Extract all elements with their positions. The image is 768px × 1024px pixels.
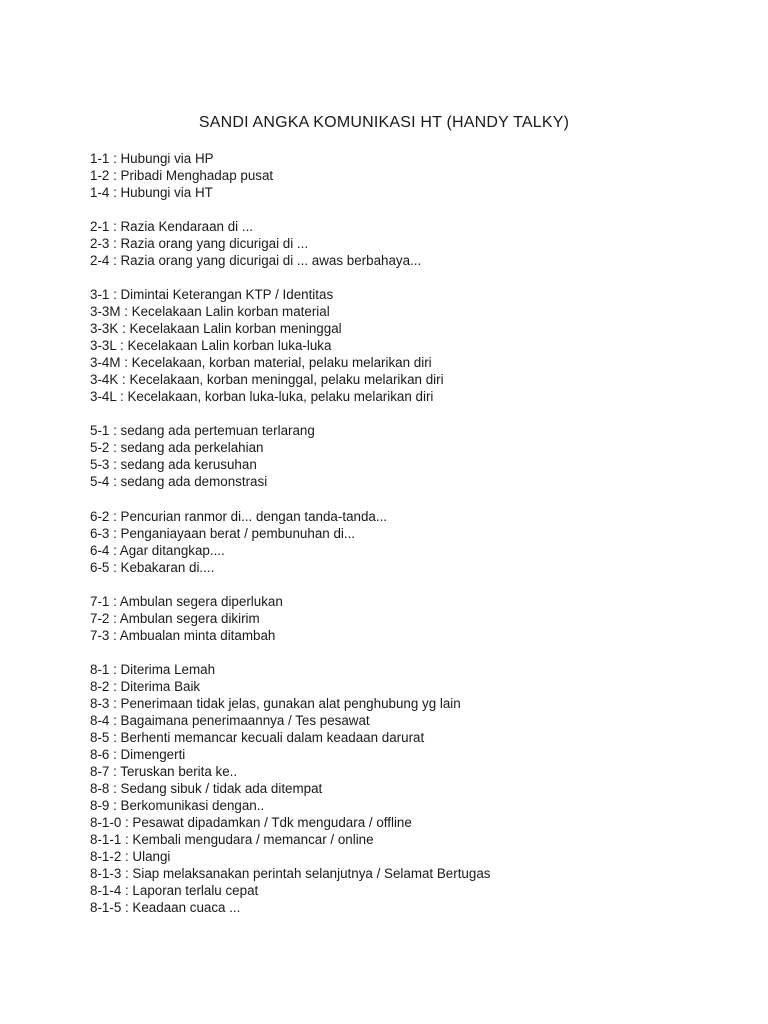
code-entry: 8-1-1 : Kembali mengudara / memancar / online [90, 832, 374, 847]
code-group-5 [90, 422, 315, 490]
code-group-1 [90, 150, 273, 201]
code-entry: 8-1-5 : Keadaan cuaca ... [90, 900, 241, 915]
code-entry: 3-1 : Dimintai Keterangan KTP / Identitas [90, 287, 334, 302]
code-entry: 6-3 : Penganiayaan berat / pembunuhan di... [90, 526, 356, 541]
code-entry: 8-8 : Sedang sibuk / tidak ada ditempat [90, 781, 323, 796]
code-entry: 8-1-3 : Siap melaksanakan perintah selanjutnya / Selamat Bertugas [90, 866, 491, 881]
code-entry: 3-3K : Kecelakaan Lalin korban meninggal [90, 321, 342, 336]
code-entry: 7-2 : Ambulan segera dikirim [90, 611, 260, 626]
code-entry: 8-4 : Bagaimana penerimaannya / Tes pesawat [90, 713, 370, 728]
code-entry: 7-1 : Ambulan segera diperlukan [90, 594, 283, 609]
code-entry: 7-3 : Ambualan minta ditambah [90, 628, 276, 643]
code-entry: 6-5 : Kebakaran di.... [90, 560, 215, 575]
code-entry: 3-3L : Kecelakaan Lalin korban luka-luka [90, 338, 332, 353]
code-entry: 3-4K : Kecelakaan, korban meninggal, pelaku melarikan diri [90, 372, 444, 387]
code-entry: 6-4 : Agar ditangkap.... [90, 543, 225, 558]
code-entry: 2-4 : Razia orang yang dicurigai di ... awas berbahaya... [90, 253, 422, 268]
code-entry: 8-9 : Berkomunikasi dengan.. [90, 798, 265, 813]
code-entry: 3-4L : Kecelakaan, korban luka-luka, pelaku melarikan diri [90, 389, 434, 404]
code-group-6 [90, 508, 387, 576]
code-entry: 1-1 : Hubungi via HP [90, 151, 214, 166]
code-entry: 8-1-4 : Laporan terlalu cepat [90, 883, 259, 898]
code-entry: 8-3 : Penerimaan tidak jelas, gunakan alat penghubung yg lain [90, 696, 461, 711]
code-entry: 8-5 : Berhenti memancar kecuali dalam keadaan darurat [90, 730, 425, 745]
code-entry: 3-4M : Kecelakaan, korban material, pelaku melarikan diri [90, 355, 432, 370]
code-entry: 5-2 : sedang ada perkelahian [90, 440, 264, 455]
code-entry: 8-1-0 : Pesawat dipadamkan / Tdk mengudara / offline [90, 815, 412, 830]
code-entry: 8-1 : Diterima Lemah [90, 662, 216, 677]
code-entry: 8-1-2 : Ulangi [90, 849, 171, 864]
code-entry: 8-7 : Teruskan berita ke.. [90, 764, 238, 779]
code-entry: 1-4 : Hubungi via HT [90, 185, 213, 200]
code-group-8 [90, 661, 490, 916]
code-entry: 8-2 : Diterima Baik [90, 679, 201, 694]
code-entry: 8-6 : Dimengerti [90, 747, 186, 762]
code-entry: 1-2 : Pribadi Menghadap pusat [90, 168, 274, 183]
code-entry: 6-2 : Pencurian ranmor di... dengan tanda-tanda... [90, 509, 388, 524]
code-group-2 [90, 218, 421, 269]
code-group-3 [90, 286, 444, 405]
code-entry: 5-1 : sedang ada pertemuan terlarang [90, 423, 315, 438]
code-entry: 2-1 : Razia Kendaraan di ... [90, 219, 254, 234]
code-entry: 5-3 : sedang ada kerusuhan [90, 457, 257, 472]
code-entry: 3-3M : Kecelakaan Lalin korban material [90, 304, 330, 319]
code-entry: 5-4 : sedang ada demonstrasi [90, 474, 268, 489]
code-group-7 [90, 593, 283, 644]
code-entry: 2-3 : Razia orang yang dicurigai di ... [90, 236, 309, 251]
document-title: SANDI ANGKA KOMUNIKASI HT (HANDY TALKY) [198, 114, 570, 131]
